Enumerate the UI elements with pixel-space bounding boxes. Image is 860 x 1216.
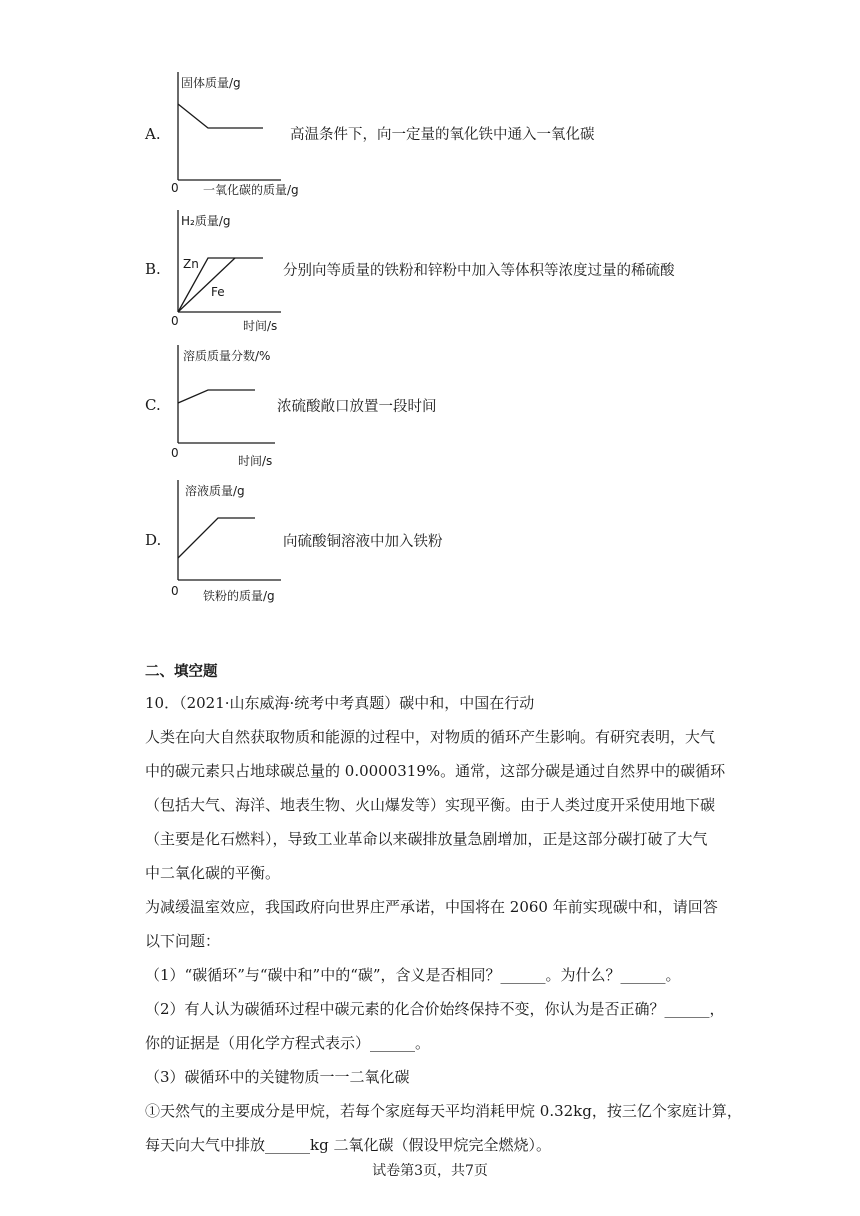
y-axis-label: H₂质量/g xyxy=(181,214,231,228)
x-axis-label: 时间/s xyxy=(243,319,278,333)
option-b-letter: B. xyxy=(145,260,161,278)
curve-a xyxy=(178,104,263,128)
x-axis-label: 铁粉的质量/g xyxy=(203,589,275,603)
paragraph-line: 以下问题： xyxy=(145,932,221,950)
option-b-text: 分别向等质量的铁粉和锌粉中加入等体积等浓度过量的稀硫酸 xyxy=(283,263,675,279)
sub-question-1: （1）“碳循环”与“碳中和”中的“碳”，含义是否相同？______。为什么？______。 xyxy=(145,966,681,984)
curve-c xyxy=(178,390,255,403)
x-axis-label: 时间/s xyxy=(238,454,273,468)
origin-label: 0 xyxy=(171,314,179,328)
option-c-text: 浓硫酸敞口放置一段时间 xyxy=(277,399,437,415)
paragraph-line: 中二氧化碳的平衡。 xyxy=(145,864,281,882)
origin-label: 0 xyxy=(171,181,179,195)
paragraph-line: （包括大气、海洋、地表生物、火山爆发等）实现平衡。由于人类过度开采使用地下碳 xyxy=(145,796,716,814)
sub-question-3-1: ①天然气的主要成分是甲烷，若每个家庭每天平均消耗甲烷 0.32kg，按三亿个家庭计算， xyxy=(145,1102,742,1120)
origin-label: 0 xyxy=(171,446,179,460)
y-axis-label: 固体质量/g xyxy=(181,76,241,90)
sub-question-3: （3）碳循环中的关键物质一一二氧化碳 xyxy=(145,1068,410,1086)
sub-question-2: （2）有人认为碳循环过程中碳元素的化合价始终保持不变，你认为是否正确？______， xyxy=(145,1000,725,1018)
option-c-letter: C. xyxy=(145,396,161,414)
option-d-text: 向硫酸铜溶液中加入铁粉 xyxy=(283,534,443,550)
paragraph-line: 为减缓温室效应，我国政府向世界庄严承诺，中国将在 2060 年前实现碳中和，请回答 xyxy=(145,898,718,916)
y-axis-label: 溶液质量/g xyxy=(185,484,245,498)
paragraph-line: （主要是化石燃料），导致工业革命以来碳排放量急剧增加，正是这部分碳打破了大气 xyxy=(145,830,708,848)
page-footer: 试卷第3页，共7页 xyxy=(372,1163,488,1179)
section-title: 二、填空题 xyxy=(145,664,218,680)
y-axis-label: 溶质质量分数/% xyxy=(183,349,271,363)
sub-question-3-1-cont: 每天向大气中排放______kg 二氧化碳（假设甲烷完全燃烧）。 xyxy=(145,1136,551,1154)
series-label-zn: Zn xyxy=(183,257,199,271)
paragraph-line: 中的碳元素只占地球碳总量的 0.0000319%。通常，这部分碳是通过自然界中的碳循环 xyxy=(145,762,726,780)
option-a-text: 高温条件下，向一定量的氧化铁中通入一氧化碳 xyxy=(290,127,595,143)
option-d-letter: D. xyxy=(145,531,162,549)
x-axis-label: 一氧化碳的质量/g xyxy=(203,183,299,197)
option-a-letter: A. xyxy=(145,125,161,143)
origin-label: 0 xyxy=(171,584,179,598)
curve-d xyxy=(178,518,255,558)
sub-question-2-cont: 你的证据是（用化学方程式表示）______。 xyxy=(145,1034,431,1052)
series-label-fe: Fe xyxy=(211,285,225,299)
paragraph-line: 人类在向大自然获取物质和能源的过程中，对物质的循环产生影响。有研究表明，大气 xyxy=(145,728,716,746)
question-header: 10．（2021·山东威海·统考中考真题）碳中和，中国在行动 xyxy=(145,694,535,712)
